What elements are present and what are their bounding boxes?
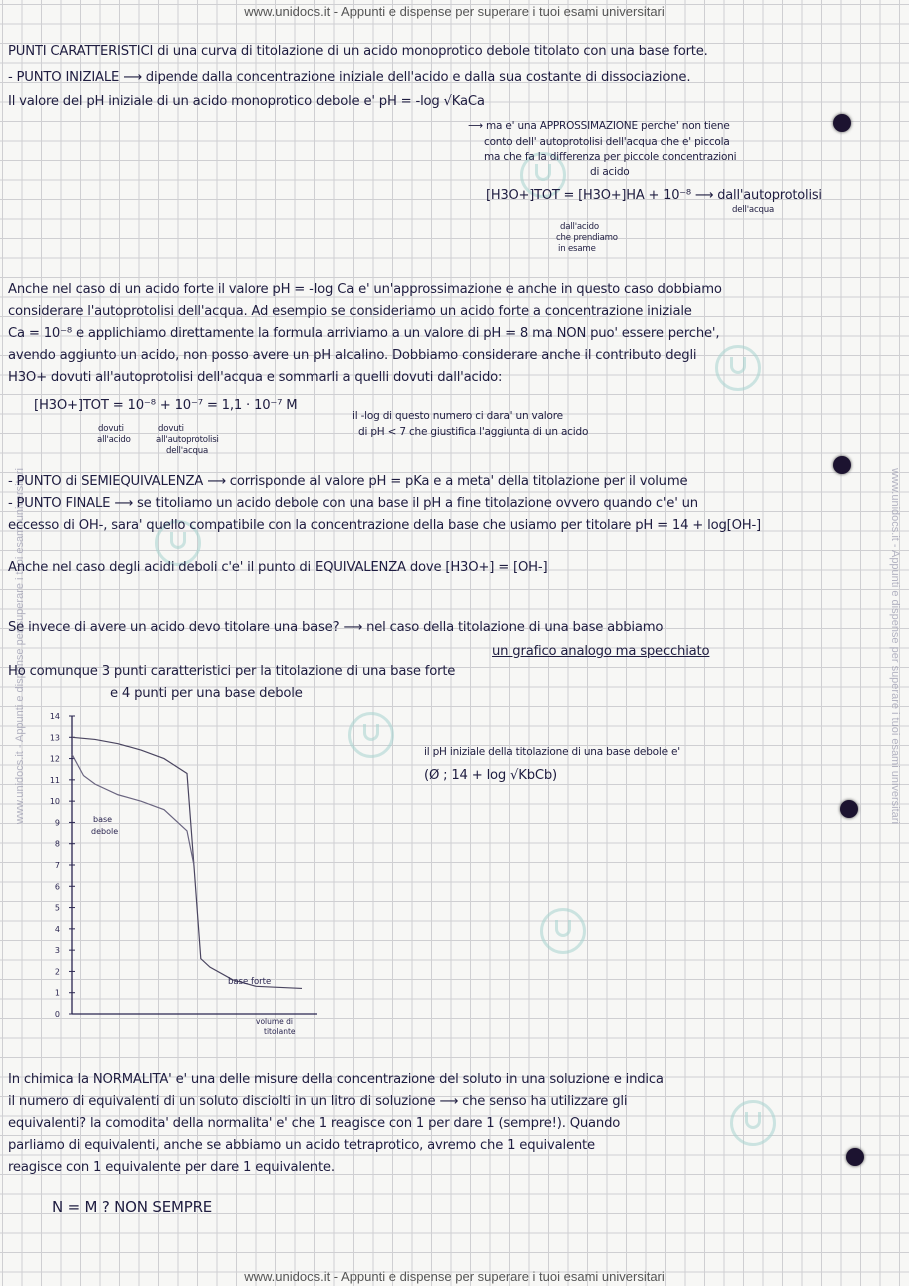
chart-note: (Ø ; 14 + log √KbCb) xyxy=(424,768,558,783)
y-tick-label: 5 xyxy=(54,903,60,913)
x-axis-label: volume di xyxy=(256,1017,294,1026)
y-tick-label: 8 xyxy=(54,839,60,849)
text-line: e 4 punti per una base debole xyxy=(110,686,303,701)
series-line-1 xyxy=(72,754,194,865)
y-tick-label: 0 xyxy=(54,1010,60,1019)
text-line: Se invece di avere un acido devo titolare una base? ⟶ nel caso della titolazione di una base abbiamo xyxy=(8,620,664,635)
series-line-0 xyxy=(72,737,302,988)
text-line: In chimica la NORMALITA' e' una delle misure della concentrazione del soluto in una soluzione e indica xyxy=(8,1072,664,1087)
series-label-base-debole: base xyxy=(93,815,113,824)
text-line: un grafico analogo ma specchiato xyxy=(492,644,710,659)
text-line: il numero di equivalenti di un soluto disciolti in un litro di soluzione ⟶ che senso ha utilizzare gli xyxy=(8,1094,628,1109)
equation-note: dell'acqua xyxy=(166,446,209,456)
text-line: Ho comunque 3 punti caratteristici per la titolazione di una base forte xyxy=(8,664,456,679)
y-tick-label: 13 xyxy=(49,733,60,743)
x-axis-label: titolante xyxy=(264,1027,296,1036)
text-line: avendo aggiunto un acido, non posso avere un pH alcalino. Dobbiamo considerare anche il contributo degli xyxy=(8,348,697,363)
watermark-logo-icon xyxy=(730,1100,776,1146)
equation: [H3O+]TOT = 10⁻⁸ + 10⁻⁷ = 1,1 · 10⁻⁷ M xyxy=(34,398,298,413)
text-line: - PUNTO FINALE ⟶ se titoliamo un acido debole con una base il pH a fine titolazione ovvero quando c'e' un xyxy=(8,496,698,511)
note-line: di acido xyxy=(590,166,630,178)
text-line: equivalenti? la comodita' della normalita' e' che 1 reagisce con 1 per dare 1 (sempre!). Quando xyxy=(8,1116,621,1131)
text-line: reagisce con 1 equivalente per dare 1 equivalente. xyxy=(8,1160,335,1175)
text-line: Il valore del pH iniziale di un acido monoprotico debole e' pH = -log √KaCa xyxy=(8,94,485,109)
heading-line: PUNTI CARATTERISTICI di una curva di titolazione di un acido monoprotico debole titolato con una base forte. xyxy=(8,44,708,59)
watermark-logo-icon xyxy=(540,908,586,954)
y-tick-label: 3 xyxy=(54,946,60,956)
equation-note: dell'acqua xyxy=(732,205,775,215)
equation-note: in esame xyxy=(558,244,596,254)
note-line: ma che fa la differenza per piccole concentrazioni xyxy=(484,151,737,163)
watermark-top[interactable]: www.unidocs.it - Appunti e dispense per superare i tuoi esami universitari xyxy=(244,4,665,19)
text-line: - PUNTO di SEMIEQUIVALENZA ⟶ corrisponde al valore pH = pKa e a meta' della titolazione per il volume xyxy=(8,474,688,489)
y-tick-label: 12 xyxy=(49,754,60,764)
y-tick-label: 7 xyxy=(54,861,60,870)
series-label-base-forte: base forte xyxy=(228,977,272,987)
note-line: di pH < 7 che giustifica l'aggiunta di un acido xyxy=(358,426,589,438)
note-line: il -log di questo numero ci dara' un valore xyxy=(352,410,563,422)
watermark-bottom[interactable]: www.unidocs.it - Appunti e dispense per superare i tuoi esami universitari xyxy=(244,1269,665,1284)
watermark-side-right: www.unidocs.it - Appunti e dispense per superare i tuoi esami universitari xyxy=(889,468,901,824)
text-line: parliamo di equivalenti, anche se abbiamo un acido tetraprotico, avremo che 1 equivalente xyxy=(8,1138,595,1153)
binder-hole xyxy=(833,456,851,474)
equation-note: dovuti xyxy=(98,424,124,434)
text-line: Anche nel caso di un acido forte il valore pH = -log Ca e' un'approssimazione e anche in questo caso dobbiamo xyxy=(8,282,722,297)
y-tick-label: 14 xyxy=(49,712,60,721)
y-tick-label: 6 xyxy=(54,882,60,892)
equation: [H3O+]TOT = [H3O+]HA + 10⁻⁸ ⟶ dall'autoprotolisi xyxy=(486,188,822,203)
y-tick-label: 2 xyxy=(54,967,60,977)
watermark-logo-icon xyxy=(715,345,761,391)
text-line: N = M ? NON SEMPRE xyxy=(52,1198,213,1216)
note-line: ⟶ ma e' una APPROSSIMAZIONE perche' non tiene xyxy=(468,120,730,132)
equation-note: dall'acido xyxy=(560,222,599,232)
text-line: Anche nel caso degli acidi deboli c'e' il punto di EQUIVALENZA dove [H3O+] = [OH-] xyxy=(8,560,548,575)
watermark-logo-icon xyxy=(348,712,394,758)
binder-hole xyxy=(840,800,858,818)
series-label-base-debole: debole xyxy=(91,827,119,836)
binder-hole xyxy=(833,114,851,132)
binder-hole xyxy=(846,1148,864,1166)
y-tick-label: 4 xyxy=(54,924,60,934)
y-tick-label: 11 xyxy=(49,775,60,785)
text-line: - PUNTO INIZIALE ⟶ dipende dalla concentrazione iniziale dell'acido e dalla sua costante di dissociazione. xyxy=(8,70,691,85)
text-line: eccesso di OH-, sara' quello compatibile con la concentrazione della base che usiamo per titolare pH = 14 + log[OH-] xyxy=(8,518,761,533)
text-line: Ca = 10⁻⁸ e applichiamo direttamente la formula arriviamo a un valore di pH = 8 ma NON puo' essere perche', xyxy=(8,326,720,341)
y-tick-label: 9 xyxy=(54,818,60,828)
equation-note: che prendiamo xyxy=(556,233,618,243)
text-line: considerare l'autoprotolisi dell'acqua. Ad esempio se consideriamo un acido forte a concentrazione iniziale xyxy=(8,304,692,319)
text-line: H3O+ dovuti all'autoprotolisi dell'acqua e sommarli a quelli dovuti dall'acido: xyxy=(8,370,503,385)
equation-note: all'autoprotolisi xyxy=(156,435,219,445)
y-tick-label: 1 xyxy=(54,988,60,998)
equation-note: dovuti xyxy=(158,424,184,434)
equation-note: all'acido xyxy=(97,435,131,445)
watermark-side-left: www.unidocs.it - Appunti e dispense per superare i tuoi esami universitari xyxy=(14,468,26,824)
note-line: conto dell' autoprotolisi dell'acqua che e' piccola xyxy=(484,136,730,148)
chart-note: il pH iniziale della titolazione di una base debole e' xyxy=(424,746,680,758)
y-tick-label: 10 xyxy=(49,797,60,807)
